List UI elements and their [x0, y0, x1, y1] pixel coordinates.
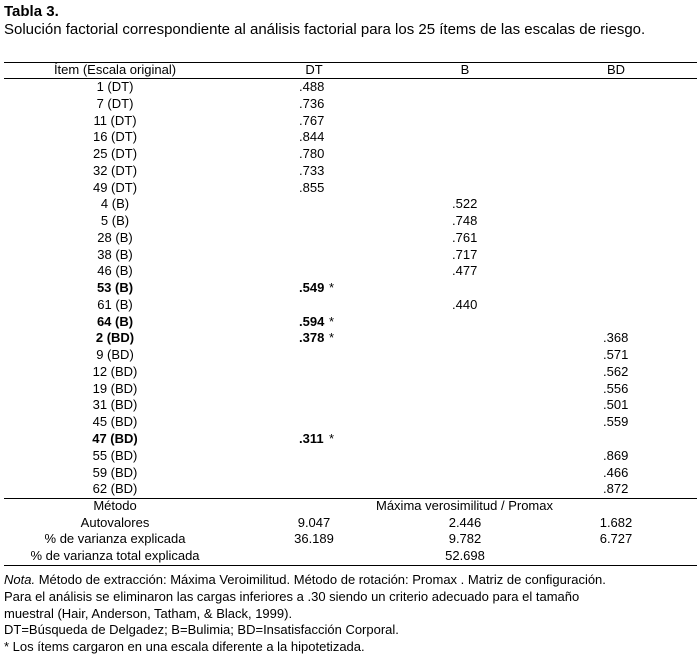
table-row-item: 55 (BD) [92, 447, 138, 463]
table-row-item: 31 (BD) [92, 397, 138, 413]
autovalores-label: Autovalores [80, 515, 150, 530]
header-bd: BD [606, 62, 626, 77]
table-cell-bd: .562 [603, 363, 629, 379]
varianza-total-value: 52.698 [445, 548, 485, 563]
table-cell-bd: .559 [603, 414, 629, 430]
metodo-label: Método [93, 498, 137, 513]
table-row-item: 38 (B) [97, 246, 133, 262]
table-notes [4, 572, 697, 656]
table-cell-dt: .780 [299, 146, 325, 161]
table-cell-bd: .556 [603, 380, 629, 396]
table-label: Tabla 3. [4, 3, 59, 20]
table-cell-bd: .872 [603, 481, 629, 497]
varianza-b: 9.782 [448, 531, 482, 546]
table-row-item: 45 (BD) [92, 414, 138, 430]
nota-line-3: muestral (Hair, Anderson, Tatham, & Black, 1999). [4, 605, 293, 621]
table-row-item: 49 (DT) [92, 179, 138, 195]
table-row-item: 7 (DT) [96, 95, 134, 111]
table-row-item: 1 (DT) [96, 79, 134, 94]
table-cell-bd: .501 [603, 397, 629, 413]
autovalores-bd: 1.682 [599, 515, 633, 530]
table-row-item: 64 (B) [96, 313, 134, 329]
varianza-label: % de varianza explicada [44, 531, 186, 546]
asterisk-marker: * [329, 330, 335, 346]
varianza-total-label: % de varianza total explicada [30, 548, 200, 563]
header-item: Ítem (Escala original) [53, 62, 177, 77]
autovalores-dt: 9.047 [297, 515, 331, 530]
table-row-item: 46 (B) [97, 263, 133, 279]
table-cell-b: .477 [452, 263, 478, 279]
table-row-item: 62 (BD) [92, 481, 138, 497]
table-cell-b: .522 [452, 196, 478, 212]
abbreviations-note: DT=Búsqueda de Delgadez; B=Bulimia; BD=Insatisfacción Corporal. [4, 622, 399, 638]
table-cell-dt: .733 [299, 162, 325, 178]
table-row-item: 59 (BD) [92, 464, 138, 480]
table-row-item: 11 (DT) [93, 112, 137, 128]
table-cell-dt: .767 [299, 112, 325, 128]
table-row-item: 53 (B) [96, 280, 134, 296]
table-row-item: 9 (BD) [96, 347, 134, 363]
header-b: B [460, 62, 470, 77]
table-cell-dt: .736 [299, 95, 325, 111]
table-caption: Solución factorial correspondiente al análisis factorial para los 25 ítems de las escalas de riesgo. [4, 21, 646, 38]
table-cell-bd: .869 [603, 447, 629, 463]
table-row-item: 47 (BD) [92, 431, 138, 446]
table-cell-dt: .844 [299, 129, 325, 145]
table-row-item: 28 (B) [97, 229, 133, 245]
table-cell-bd: .368 [603, 330, 629, 346]
autovalores-b: 2.446 [448, 515, 482, 530]
table-cell-bd: .466 [603, 464, 629, 480]
table-row-item: 16 (DT) [92, 129, 138, 145]
table-cell-dt: .855 [299, 179, 325, 195]
table-cell-dt: .488 [299, 79, 325, 94]
table-cell-dt: .311 [299, 431, 324, 446]
varianza-dt: 36.189 [294, 531, 334, 546]
table-cell-b: .748 [452, 213, 478, 229]
table-cell-bd: .571 [603, 347, 629, 363]
table-cell-b: .440 [452, 296, 478, 312]
table-row-item: 12 (BD) [92, 363, 138, 379]
table-row-item: 4 (B) [100, 196, 130, 212]
table-row-item: 2 (BD) [95, 330, 135, 346]
table-cell-b: .717 [452, 246, 478, 262]
header-dt: DT [305, 62, 323, 77]
table-cell-dt: .549 [299, 280, 325, 296]
table-cell-dt: .594 [299, 313, 325, 329]
table-row-item: 19 (BD) [92, 380, 138, 396]
table-row-item: 5 (B) [100, 213, 130, 229]
table-row-item: 32 (DT) [92, 162, 138, 178]
table-cell-dt: .378 [299, 330, 325, 346]
nota-label: Nota. [4, 572, 36, 587]
asterisk-marker: * [329, 280, 335, 296]
varianza-bd: 6.727 [599, 531, 633, 546]
asterisk-marker: * [329, 313, 335, 329]
asterisk-marker: * [329, 431, 335, 446]
nota-line-1 [4, 572, 697, 589]
table-row-item: 25 (DT) [92, 146, 138, 161]
asterisk-note: * Los ítems cargaron en una escala diferente a la hipotetizada. [4, 639, 365, 655]
table-cell-b: .761 [452, 229, 478, 245]
metodo-value: Máxima verosimilitud / Promax [376, 498, 553, 513]
nota-text: Método de extracción: Máxima Veroimilitud. Método de rotación: Promax . Matriz de configuración. [35, 572, 606, 587]
table-row-item: 61 (B) [97, 296, 133, 312]
bottom-rule [4, 565, 697, 566]
nota-line-2: Para el análisis se eliminaron las cargas inferiores a .30 siendo un criterio adecuado para el tamaño [4, 588, 580, 604]
